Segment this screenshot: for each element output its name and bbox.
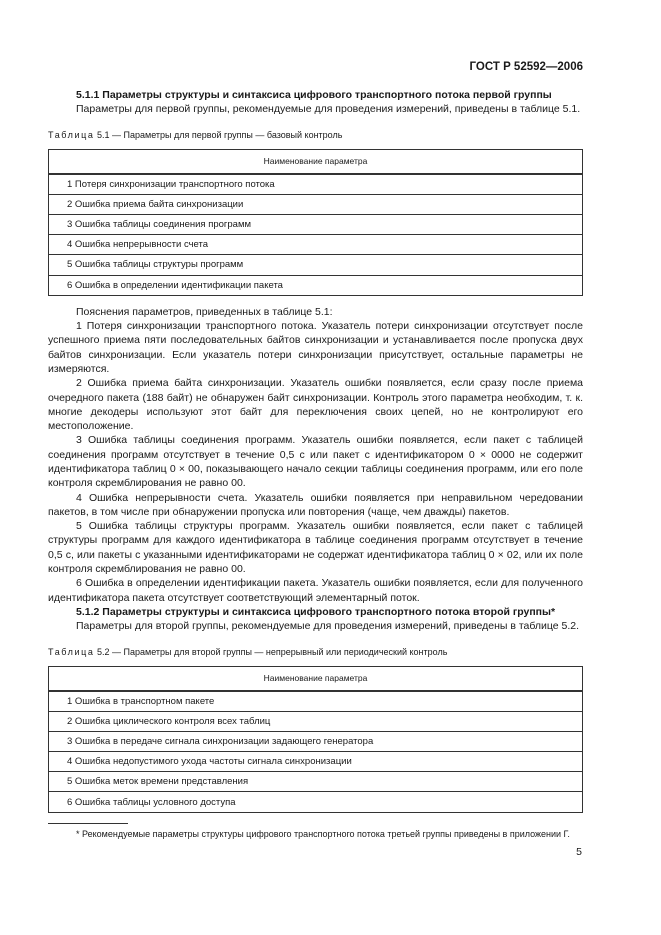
document-body <box>48 88 583 841</box>
table-row: 6 Ошибка таблицы условного доступа <box>49 792 583 812</box>
document-header: ГОСТ Р 52592—2006 <box>469 61 583 73</box>
section-5-1-1-heading: 5.1.1 Параметры структуры и синтаксиса цифрового транспортного потока первой группы <box>76 89 552 101</box>
explanations <box>48 305 583 605</box>
table-row: 6 Ошибка в определении идентификации пакета <box>49 275 583 295</box>
explanation-item: 3 Ошибка таблицы соединения программ. Указатель ошибки появляется, если пакет с таблицей соединения программ отсутствует в течение 0,5 с или пакет с идентификатором 0 × 0000 не содержит идентификатора таблиц 0 × 00, показывающего начало секции таблицы соединения программ, или его поле контроля скремблирования не равно 00. <box>48 434 583 490</box>
table-row: 4 Ошибка непрерывности счета <box>49 235 583 255</box>
footnote: * Рекомендуемые параметры структуры цифрового транспортного потока третьей группы приведены в приложении Г. <box>76 828 570 839</box>
section-5-1-2-heading: 5.1.2 Параметры структуры и синтаксиса цифрового транспортного потока второй группы* <box>76 605 556 618</box>
table-row: 5 Ошибка меток времени представления <box>49 772 583 792</box>
table-5-2-caption <box>48 647 583 657</box>
table-row: 2 Ошибка циклического контроля всех таблиц <box>49 711 583 731</box>
table-row: 1 Ошибка в транспортном пакете <box>49 691 583 712</box>
table-row: 3 Ошибка в передаче сигнала синхронизации задающего генератора <box>49 731 583 751</box>
explanation-item: 5 Ошибка таблицы структуры программ. Указатель ошибки появляется, если пакет с таблицей структуры программ для каждого идентификатора в таблице соединения программ отсутствует в течение 0,5 с, или пакеты с указанными идентификаторами не содержат идентификатора таблиц 0 × 02, или их поле контроля скремблирования не равно 00. <box>48 520 583 576</box>
table-row: 2 Ошибка приема байта синхронизации <box>49 194 583 214</box>
table-row: 4 Ошибка недопустимого ухода частоты сигнала синхронизации <box>49 752 583 772</box>
explanation-item: 2 Ошибка приема байта синхронизации. Указатель ошибки появляется, если сразу после приема очередного пакета (188 байт) не обнаружен байт синхронизации. Контроль этого параметра необходим, т. к. многие декодеры используют этот байт для переключения своих цепей, но не контролируют его местоположение. <box>48 377 583 433</box>
table-row: 1 Потеря синхронизации транспортного потока <box>49 174 583 195</box>
table-caption-text: 5.1 — Параметры для первой группы — базовый контроль <box>97 129 343 140</box>
explanations-intro: Пояснения параметров, приведенных в таблице 5.1: <box>76 305 333 318</box>
section-5-1-2-intro: Параметры для второй группы, рекомендуемые для проведения измерений, приведены в таблице 5.2. <box>76 620 580 633</box>
table-row: 3 Ошибка таблицы соединения программ <box>49 214 583 234</box>
section-5-1-1-intro: Параметры для первой группы, рекомендуемые для проведения измерений, приведены в таблице 5.1. <box>76 103 581 116</box>
page-number: 5 <box>576 846 582 858</box>
explanation-item: 4 Ошибка непрерывности счета. Указатель ошибки появляется при неправильном чередовании пакетов, в том числе при обнаружении пропуска или повторения (чаще, чем дважды) пакетов. <box>48 491 583 518</box>
table-caption-label: Таблица <box>48 129 95 140</box>
table-5-1-caption <box>48 130 583 140</box>
table-5-1 <box>48 149 583 296</box>
explanation-item: 1 Потеря синхронизации транспортного потока. Указатель потери синхронизации отсутствует после успешного приема пяти последовательных байтов синхронизации и устанавливается после пропуска двух байтов синхронизации. Если указатель потери синхронизации присутствует, остальные параметры не измеряются. <box>48 320 583 375</box>
explanation-item: 6 Ошибка в определении идентификации пакета. Указатель ошибки появляется, если для полученного идентификатора пакета отсутствует соответствующий элементарный поток. <box>48 577 583 604</box>
table-column-header: Наименование параметра <box>49 666 583 691</box>
footnote-divider <box>48 823 128 824</box>
table-5-2 <box>48 666 583 813</box>
table-caption-label: Таблица <box>48 646 95 657</box>
table-column-header: Наименование параметра <box>49 149 583 174</box>
table-caption-text: 5.2 — Параметры для второй группы — непрерывный или периодический контроль <box>97 646 448 657</box>
table-row: 5 Ошибка таблицы структуры программ <box>49 255 583 275</box>
